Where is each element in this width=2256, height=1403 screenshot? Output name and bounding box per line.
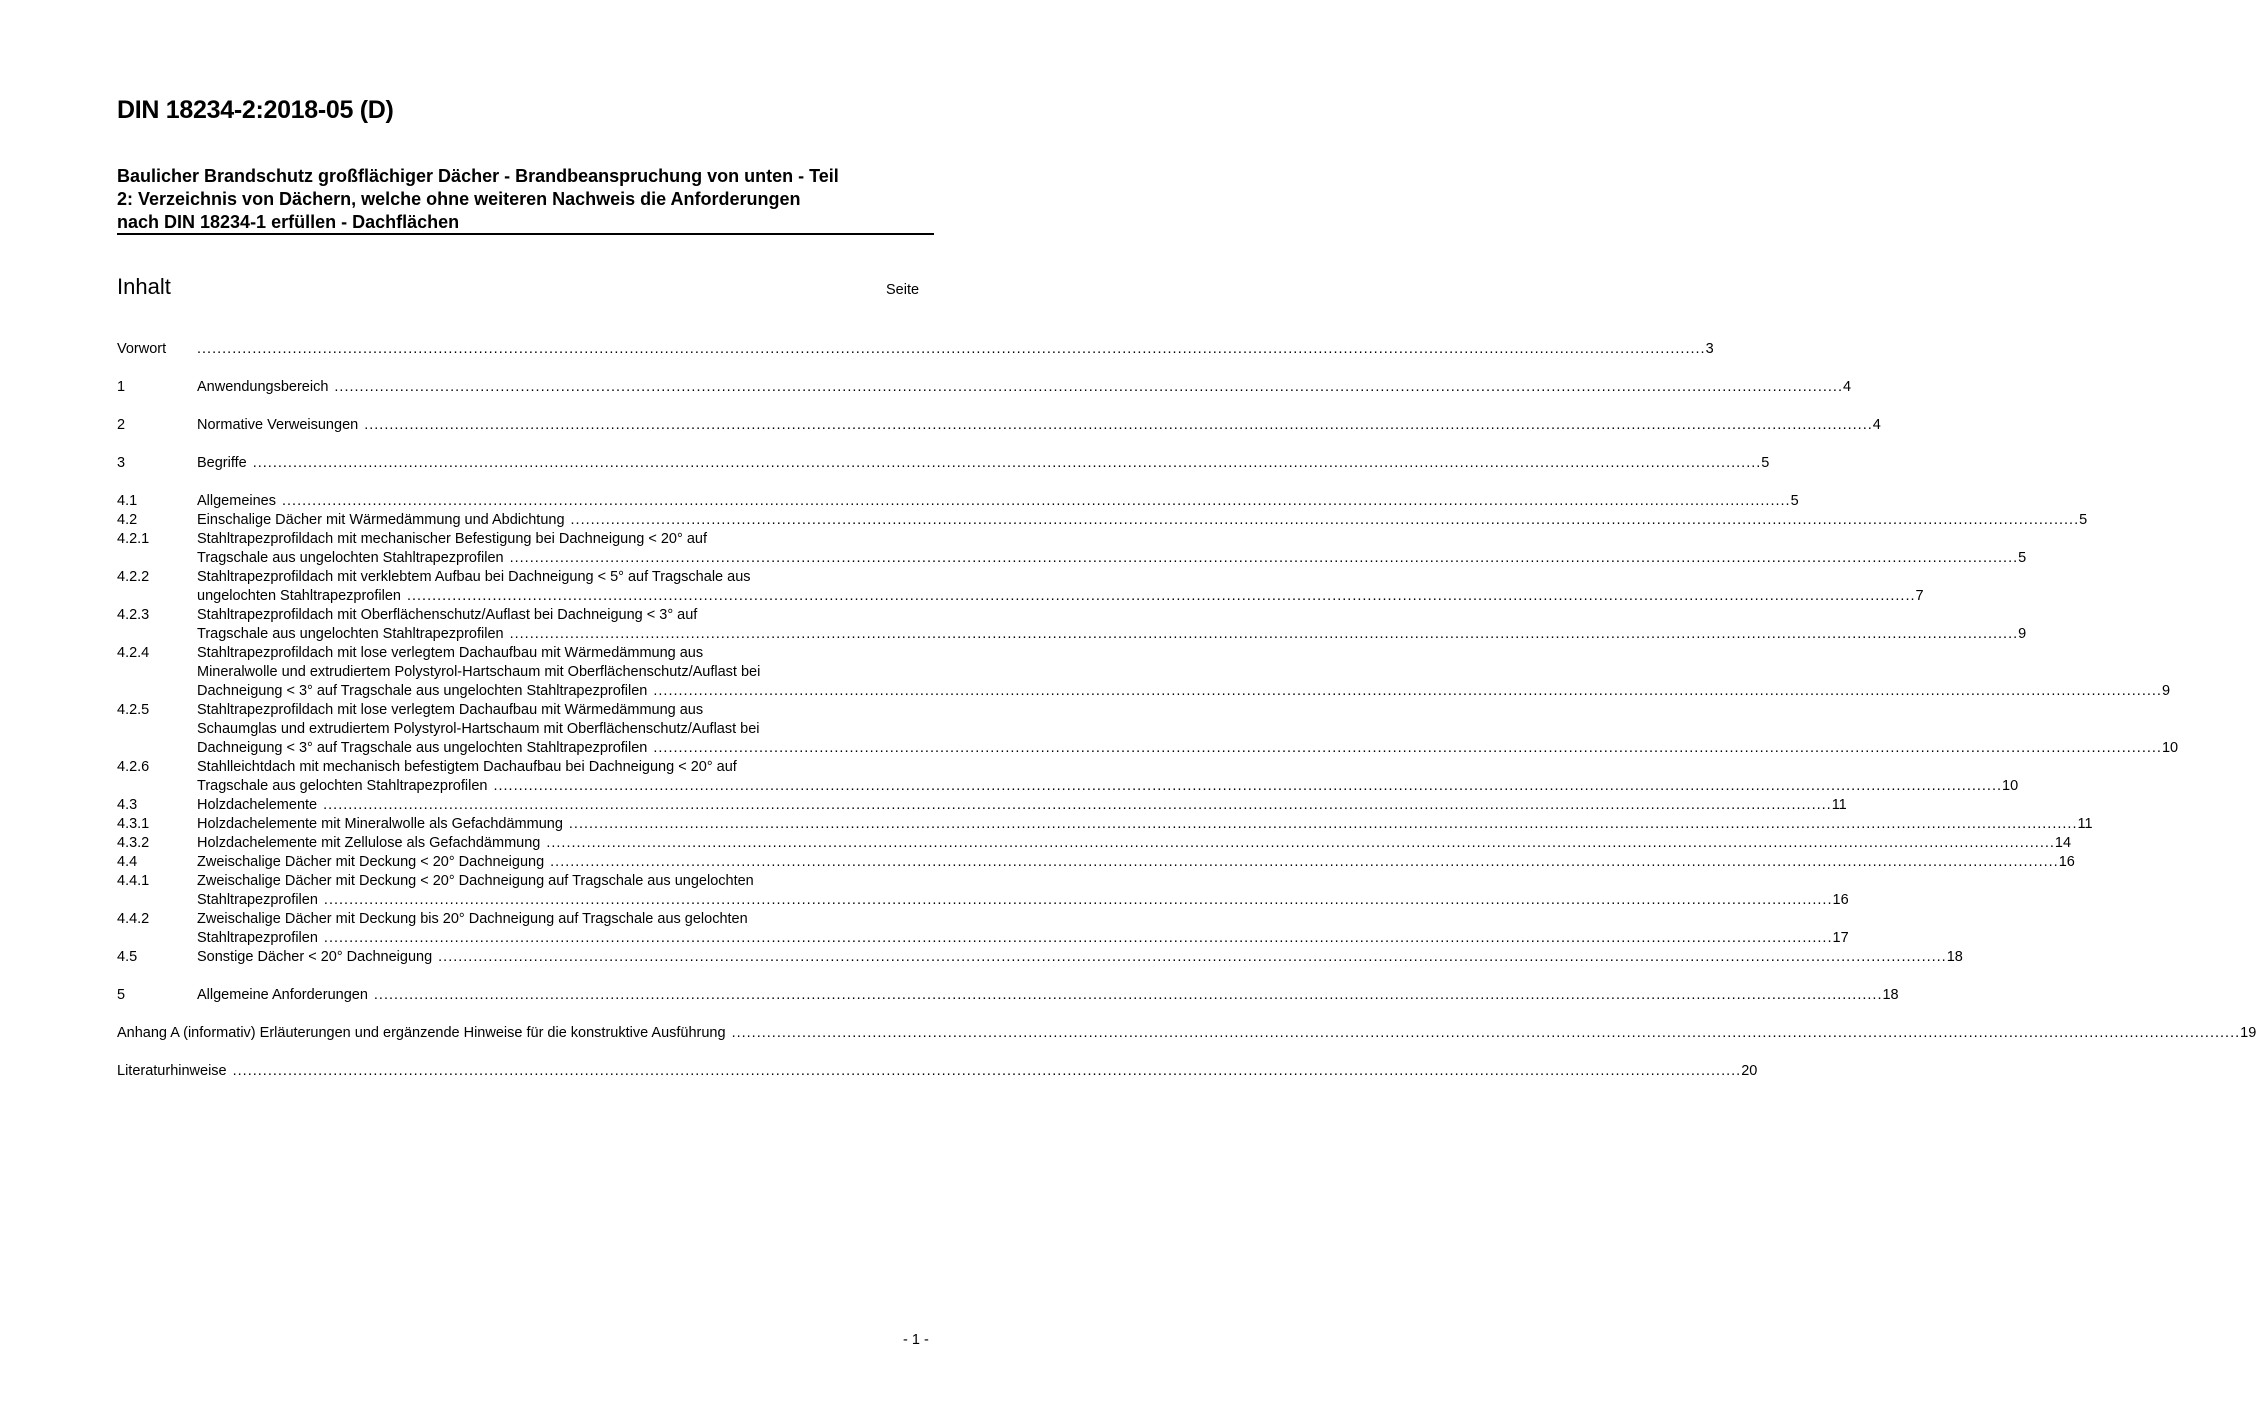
toc-entry-body	[197, 340, 1714, 359]
toc-entry-title-line: Allgemeine Anforderungen	[197, 987, 368, 1003]
toc-entry[interactable]	[117, 834, 2072, 853]
toc-entry-body	[197, 701, 2179, 758]
toc-entry-page: 17	[1832, 930, 1849, 946]
toc-entry-body	[197, 378, 1852, 397]
toc-entry-last-line	[117, 1024, 2256, 1043]
dot-leader: ............................................................................................................................................................................................................................................................................................................	[509, 626, 2019, 642]
toc-entry-body	[197, 910, 1849, 948]
toc-entry[interactable]	[117, 1062, 1758, 1081]
toc-entry-body	[117, 1062, 1758, 1081]
toc-entry-number: 4.2.4	[117, 645, 150, 661]
toc-entry-number: 2	[117, 417, 126, 433]
toc-entry-title-line: Stahltrapezprofildach mit Oberflächenschutz/Auflast bei Dachneigung < 3° auf	[197, 607, 698, 623]
toc-entry-title-line: Stahlleichtdach mit mechanisch befestigtem Dachaufbau bei Dachneigung < 20° auf	[197, 759, 737, 775]
toc-entry[interactable]	[117, 644, 2171, 701]
dot-leader: ............................................................................................................................................................................................................................................................................................................	[550, 854, 2059, 870]
toc-entry-page: 16	[2058, 854, 2075, 870]
toc-entry-title-line: Stahltrapezprofildach mit lose verlegtem Dachaufbau mit Wärmedämmung aus	[197, 702, 704, 718]
toc-entry[interactable]	[117, 416, 1881, 435]
toc-entry-page: 5	[2018, 550, 2027, 566]
toc-entry-title-line: Tragschale aus ungelochten Stahltrapezprofilen	[197, 626, 504, 642]
toc-entry-last-line	[197, 492, 1799, 511]
toc-entry-number: 4.4.2	[117, 911, 150, 927]
toc-entry-title-line: Normative Verweisungen	[197, 417, 359, 433]
toc-entry[interactable]	[117, 1024, 2256, 1043]
toc-entry[interactable]	[117, 872, 1849, 910]
toc-entry-last-line	[197, 948, 1963, 967]
toc-entry-body	[197, 796, 1847, 815]
toc-entry-title-line: Anhang A (informativ) Erläuterungen und ergänzende Hinweise für die konstruktive Ausführung	[117, 1025, 726, 1041]
toc-entry-title-line: Sonstige Dächer < 20° Dachneigung	[197, 949, 433, 965]
toc-entry-title-line: Tragschale aus ungelochten Stahltrapezprofilen	[197, 550, 504, 566]
toc-entry-last-line	[197, 929, 1849, 948]
toc-entry-title-line: Holzdachelemente mit Zellulose als Gefachdämmung	[197, 835, 541, 851]
toc-entry[interactable]	[117, 511, 2088, 530]
dot-leader: ............................................................................................................................................................................................................................................................................................................	[438, 949, 1947, 965]
title-divider	[117, 233, 934, 235]
toc-entry-last-line	[197, 340, 1714, 359]
dot-leader: ............................................................................................................................................................................................................................................................................................................	[252, 455, 1762, 471]
toc-entry-last-line	[197, 454, 1770, 473]
toc-entry-last-line	[117, 1062, 1758, 1081]
toc-entry-body	[197, 454, 1770, 473]
toc-entry-title-line: Anwendungsbereich	[197, 379, 329, 395]
toc-entry-body	[197, 511, 2088, 530]
toc-entry-page: 4	[1842, 379, 1852, 395]
toc-entry-page: 9	[2161, 683, 2171, 699]
toc-entry-title-line: Mineralwolle und extrudiertem Polystyrol-Hartschaum mit Oberflächenschutz/Auflast bei	[197, 664, 761, 680]
toc-entry-page: 5	[1790, 493, 1799, 509]
toc-entry-body	[197, 606, 2027, 644]
toc-entry-title-line: Stahltrapezprofilen	[197, 892, 318, 908]
toc-entry-title-line: Dachneigung < 3° auf Tragschale aus ungelochten Stahltrapezprofilen	[197, 740, 648, 756]
toc-entry-page: 10	[2002, 778, 2019, 794]
toc-entry-title-line: Schaumglas und extrudiertem Polystyrol-Hartschaum mit Oberflächenschutz/Auflast bei	[197, 721, 760, 737]
toc-entry-body	[197, 853, 2075, 872]
toc-entry-title-line: ungelochten Stahltrapezprofilen	[197, 588, 401, 604]
toc-entry-number: 5	[117, 987, 126, 1003]
dot-leader: ............................................................................................................................................................................................................................................................................................................	[323, 930, 1833, 946]
toc-entry-title-line: Literaturhinweise	[117, 1063, 227, 1079]
toc-entry[interactable]	[117, 853, 2075, 872]
page-number-footer: - 1 -	[903, 1332, 929, 1348]
toc-entry-body	[197, 644, 2171, 701]
dot-leader: ............................................................................................................................................................................................................................................................................................................	[406, 588, 1916, 604]
toc-entry-last-line	[197, 853, 2075, 872]
toc-entry-last-line	[197, 891, 1849, 910]
toc-entry-body	[197, 872, 1849, 910]
dot-leader: ............................................................................................................................................................................................................................................................................................................	[568, 816, 2078, 832]
page-column-label: Seite	[886, 282, 920, 298]
toc-entry-number: 4.2.6	[117, 759, 150, 775]
toc-entry-page: 14	[2054, 835, 2072, 851]
toc-entry-number: 4.2.2	[117, 569, 150, 585]
toc-entry-title-line: Zweischalige Dächer mit Deckung bis 20° Dachneigung auf Tragschale aus gelochten	[197, 911, 748, 927]
dot-leader: ............................................................................................................................................................................................................................................................................................................	[334, 379, 1843, 395]
toc-entry-number: 4.2.5	[117, 702, 150, 718]
toc-heading: Inhalt	[117, 274, 171, 299]
toc-entry-page: 11	[2077, 816, 2093, 832]
toc-entry-number: 4.1	[117, 493, 138, 509]
toc-entry-body	[117, 1024, 2256, 1043]
toc-entry-page: 5	[2079, 512, 2088, 528]
toc-entry[interactable]	[117, 758, 2019, 796]
toc-entry-body	[197, 815, 2093, 834]
toc-entry-last-line	[197, 815, 2093, 834]
toc-entry-number: 4.2	[117, 512, 138, 528]
toc-entry[interactable]	[117, 568, 1924, 606]
toc-entry[interactable]	[117, 796, 1847, 815]
toc-entry-title-line: Stahltrapezprofildach mit mechanischer Befestigung bei Dachneigung < 20° auf	[197, 531, 707, 547]
dot-leader: ............................................................................................................................................................................................................................................................................................................	[197, 341, 1706, 357]
toc-entry[interactable]	[117, 948, 1963, 967]
toc-entry-body	[197, 986, 1899, 1005]
toc-entry-body	[197, 530, 2027, 568]
toc-entry-last-line	[197, 549, 2027, 568]
toc-entry-number: Vorwort	[117, 341, 167, 357]
toc-entry-title-line: Stahltrapezprofildach mit verklebtem Aufbau bei Dachneigung < 5° auf Tragschale aus	[197, 569, 751, 585]
dot-leader: ............................................................................................................................................................................................................................................................................................................	[731, 1025, 2241, 1041]
toc-entry-number: 4.4	[117, 854, 138, 870]
dot-leader: ............................................................................................................................................................................................................................................................................................................	[373, 987, 1883, 1003]
dot-leader: ............................................................................................................................................................................................................................................................................................................	[653, 683, 2162, 699]
toc-entry[interactable]	[117, 454, 1770, 473]
toc-entry-page: 5	[1761, 455, 1770, 471]
dot-leader: ............................................................................................................................................................................................................................................................................................................	[232, 1063, 1742, 1079]
toc-entry-last-line	[197, 511, 2088, 530]
toc-entry[interactable]	[117, 815, 2093, 834]
toc-entry-title-line: Zweischalige Dächer mit Deckung < 20° Dachneigung auf Tragschale aus ungelochten	[197, 873, 754, 889]
dot-leader: ............................................................................................................................................................................................................................................................................................................	[570, 512, 2080, 528]
toc-entry-last-line	[197, 587, 1924, 606]
dot-leader: ............................................................................................................................................................................................................................................................................................................	[546, 835, 2055, 851]
toc-entry-number: 4.4.1	[117, 873, 150, 889]
toc-entry-page: 20	[1741, 1063, 1758, 1079]
toc-entry[interactable]	[117, 701, 2179, 758]
toc-entry-number: 4.3	[117, 797, 138, 813]
toc-entry[interactable]	[117, 340, 1714, 359]
dot-leader: ............................................................................................................................................................................................................................................................................................................	[653, 740, 2162, 756]
toc-entry-page: 18	[1882, 987, 1899, 1003]
toc-entry-page: 10	[2161, 740, 2179, 756]
toc-entry-page: 9	[2018, 626, 2027, 642]
toc-entry-page: 16	[1832, 892, 1849, 908]
toc-entry-last-line	[197, 796, 1847, 815]
toc-entry-title-line: Einschalige Dächer mit Wärmedämmung und Abdichtung	[197, 512, 565, 528]
toc-entry-last-line	[197, 378, 1852, 397]
toc-entry-title-line: Begriffe	[197, 455, 247, 471]
toc-entry-last-line	[197, 834, 2072, 853]
toc-entry-page: 4	[1872, 417, 1881, 433]
dot-leader: ............................................................................................................................................................................................................................................................................................................	[323, 797, 1832, 813]
toc-entry[interactable]	[117, 910, 1849, 948]
toc-entry-page: 7	[1915, 588, 1924, 604]
toc-entry-last-line	[197, 986, 1899, 1005]
toc-entry-body	[197, 834, 2072, 853]
toc-entry[interactable]	[117, 492, 1799, 511]
toc-entry-last-line	[197, 777, 2019, 796]
title-line: Baulicher Brandschutz großflächiger Dächer - Brandbeanspruchung von unten - Teil	[117, 166, 839, 186]
title-line: nach DIN 18234-1 erfüllen - Dachflächen	[117, 212, 460, 232]
toc-entry-body	[197, 492, 1799, 511]
dot-leader: ............................................................................................................................................................................................................................................................................................................	[282, 493, 1791, 509]
toc-entry-number: 1	[117, 379, 126, 395]
toc-entry-page: 18	[1946, 949, 1963, 965]
toc-entry[interactable]	[117, 378, 1852, 397]
toc-entry[interactable]	[117, 606, 2027, 644]
toc-entry-number: 3	[117, 455, 126, 471]
dot-leader: ............................................................................................................................................................................................................................................................................................................	[493, 778, 2003, 794]
toc-entry-title-line: Stahltrapezprofilen	[197, 930, 318, 946]
toc-entry-title-line: Stahltrapezprofildach mit lose verlegtem Dachaufbau mit Wärmedämmung aus	[197, 645, 704, 661]
toc-entry-title-line: Holzdachelemente mit Mineralwolle als Gefachdämmung	[197, 816, 563, 832]
toc-entry-page: 19	[2240, 1025, 2256, 1041]
dot-leader: ............................................................................................................................................................................................................................................................................................................	[364, 417, 1873, 433]
toc-entry-body	[197, 948, 1963, 967]
toc-entry[interactable]	[117, 530, 2027, 568]
table-of-contents	[117, 340, 2256, 1081]
toc-entry-number: 4.5	[117, 949, 138, 965]
document-title	[117, 165, 932, 234]
toc-entry-last-line	[197, 739, 2179, 758]
toc-entry[interactable]	[117, 986, 1899, 1005]
toc-entry-body	[197, 416, 1881, 435]
toc-entry-title-line: Tragschale aus gelochten Stahltrapezprofilen	[197, 778, 488, 794]
toc-entry-last-line	[197, 416, 1881, 435]
toc-entry-title-line: Holzdachelemente	[197, 797, 318, 813]
toc-entry-title-line: Dachneigung < 3° auf Tragschale aus ungelochten Stahltrapezprofilen	[197, 683, 648, 699]
toc-entry-title-line: Zweischalige Dächer mit Deckung < 20° Dachneigung	[197, 854, 545, 870]
toc-entry-number: 4.3.2	[117, 835, 150, 851]
document-id: DIN 18234-2:2018-05 (D)	[117, 96, 394, 124]
dot-leader: ............................................................................................................................................................................................................................................................................................................	[323, 892, 1833, 908]
toc-entry-title-line: Allgemeines	[197, 493, 276, 509]
toc-entry-body	[197, 568, 1924, 606]
toc-entry-page: 11	[1831, 797, 1847, 813]
title-line: 2: Verzeichnis von Dächern, welche ohne weiteren Nachweis die Anforderungen	[117, 189, 801, 209]
dot-leader: ............................................................................................................................................................................................................................................................................................................	[509, 550, 2019, 566]
toc-entry-number: 4.3.1	[117, 816, 150, 832]
toc-entry-last-line	[197, 682, 2171, 701]
toc-entry-body	[197, 758, 2019, 796]
toc-entry-last-line	[197, 625, 2027, 644]
toc-entry-number: 4.2.3	[117, 607, 150, 623]
toc-entry-number: 4.2.1	[117, 531, 150, 547]
toc-entry-page: 3	[1705, 341, 1714, 357]
